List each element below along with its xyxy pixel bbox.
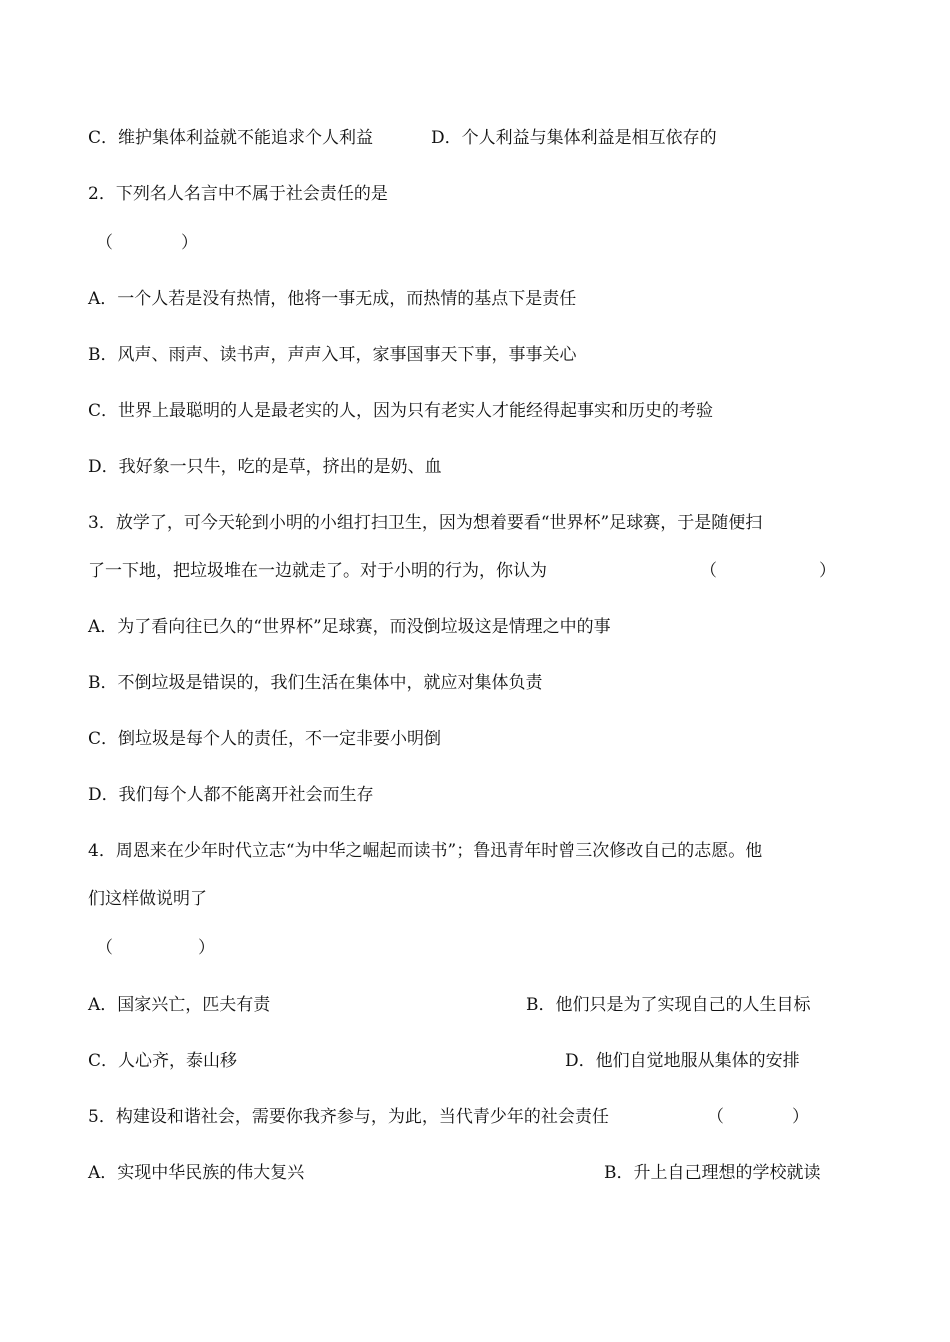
q2-answer-paren: （ ） (96, 233, 198, 253)
q3-option-c: C．倒垃圾是每个人的责任，不一定非要小明倒 (88, 729, 442, 749)
q4-option-a: A．国家兴亡，匹夫有责 (88, 995, 271, 1015)
q3-stem-line-1: 3．放学了，可今天轮到小明的小组打扫卫生，因为想着要看“世界杯”足球赛，于是随便扫 (88, 513, 763, 533)
q2-option-d: D．我好象一只牛，吃的是草，挤出的是奶、血 (88, 457, 442, 477)
q4-option-b: B．他们只是为了实现自己的人生目标 (526, 995, 811, 1015)
q5-option-a: A．实现中华民族的伟大复兴 (88, 1163, 305, 1183)
q3-stem-line-2: 了一下地，把垃圾堆在一边就走了。对于小明的行为，你认为 (88, 561, 547, 581)
q2-stem: 2．下列名人名言中不属于社会责任的是 (88, 184, 388, 204)
q2-option-b: B．风声、雨声、读书声，声声入耳，家事国事天下事，事事关心 (88, 345, 577, 365)
q4-option-c: C．人心齐，泰山移 (88, 1051, 238, 1071)
q3-option-b: B．不倒垃圾是错误的，我们生活在集体中，就应对集体负责 (88, 673, 543, 693)
q2-option-a: A．一个人若是没有热情，他将一事无成，而热情的基点下是责任 (88, 289, 577, 309)
q4-stem-line-2: 们这样做说明了 (88, 889, 207, 909)
q4-answer-paren: （ ） (96, 938, 215, 958)
q4-option-d: D．他们自觉地服从集体的安排 (565, 1051, 800, 1071)
q1-option-c: C．维护集体利益就不能追求个人利益 (88, 128, 374, 148)
q5-stem: 5．构建设和谐社会，需要你我齐参与，为此，当代青少年的社会责任 (88, 1107, 609, 1127)
q3-answer-paren: （ ） (700, 561, 836, 581)
q3-option-a: A．为了看向往已久的“世界杯”足球赛，而没倒垃圾这是情理之中的事 (88, 617, 611, 637)
q3-option-d: D．我们每个人都不能离开社会而生存 (88, 785, 374, 805)
q5-answer-paren: （ ） (707, 1107, 809, 1127)
q2-option-c: C．世界上最聪明的人是最老实的人，因为只有老实人才能经得起事实和历史的考验 (88, 401, 714, 421)
q1-option-d: D．个人利益与集体利益是相互依存的 (431, 128, 717, 148)
q4-stem-line-1: 4．周恩来在少年时代立志“为中华之崛起而读书”；鲁迅青年时曾三次修改自己的志愿。他 (88, 841, 763, 861)
q5-option-b: B．升上自己理想的学校就读 (604, 1163, 821, 1183)
